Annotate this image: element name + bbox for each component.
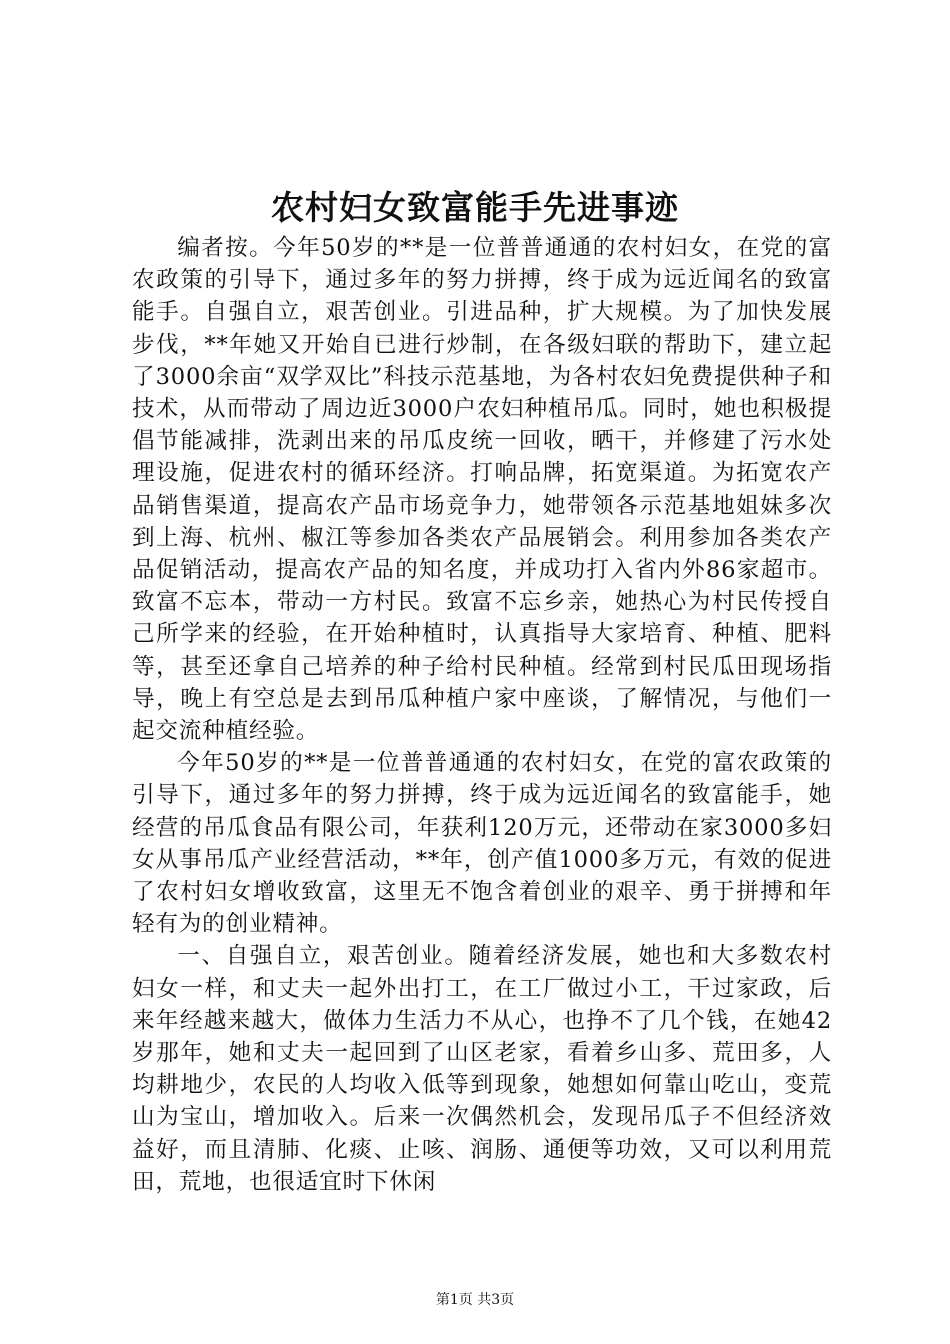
paragraph-editor-note: 编者按。今年50岁的**是一位普普通通的农村妇女，在党的富农政策的引导下，通过多年的努力拼搏，终于成为远近闻名的致富能手。自强自立，艰苦创业。引进品种，扩大规模。为了加快发展步伐，**年她又开始自已进行炒制，在各级妇联的帮助下，建立起了3000余亩“双学双比”科技示范基地，为各村农妇免费提供种子和技术，从而带动了周边近3000户农妇种植吊瓜。同时，她也积极提倡节能减排，洗剥出来的吊瓜皮统一回收，晒干，并修建了污水处理设施，促进农村的循环经济。打响品牌，拓宽渠道。为拓宽农产品销售渠道，提高农产品市场竞争力，她带领各示范基地姐妹多次到上海、杭州、椒江等参加各类农产品展销会。利用参加各类农产品促销活动，提高农产品的知名度，并成功打入省内外86家超市。致富不忘本，带动一方村民。致富不忘乡亲，她热心为村民传授自己所学来的经验，在开始种植时，认真指导大家培育、种植、肥料等，甚至还拿自己培养的种子给村民种植。经常到村民瓜田现场指导，晚上有空总是去到吊瓜种植户家中座谈，了解情况，与他们一起交流种植经验。 bbox=[132, 235, 832, 745]
paragraph-section-one: 一、自强自立，艰苦创业。随着经济发展，她也和大多数农村妇女一样，和丈夫一起外出打工，在工厂做过小工，干过家政，后来年经越来越大，做体力生活力不从心，也挣不了几个钱，在她42岁那年，她和丈夫一起回到了山区老家，看着乡山多、荒田多，人均耕地少，农民的人均收入低等到现象，她想如何靠山吃山，变荒山为宝山，增加收入。后来一次偶然机会，发现吊瓜子不但经济效益好，而且清肺、化痰、止咳、润肠、通便等功效，又可以利用荒田，荒地，也很适宜时下休闲 bbox=[132, 943, 832, 1195]
document-body bbox=[132, 232, 832, 1198]
page-number-footer: 第1页 共3页 bbox=[435, 1292, 515, 1308]
paragraph-intro: 今年50岁的**是一位普普通通的农村妇女，在党的富农政策的引导下，通过多年的努力拼搏，终于成为远近闻名的致富能手，她经营的吊瓜食品有限公司，年获利120万元，还带动在家3000多妇女从事吊瓜产业经营活动，**年，创产值1000多万元，有效的促进了农村妇女增收致富，这里无不饱含着创业的艰辛、勇于拼搏和年轻有为的创业精神。 bbox=[132, 750, 832, 938]
document-title: 农村妇女致富能手先进事迹 bbox=[271, 188, 679, 227]
